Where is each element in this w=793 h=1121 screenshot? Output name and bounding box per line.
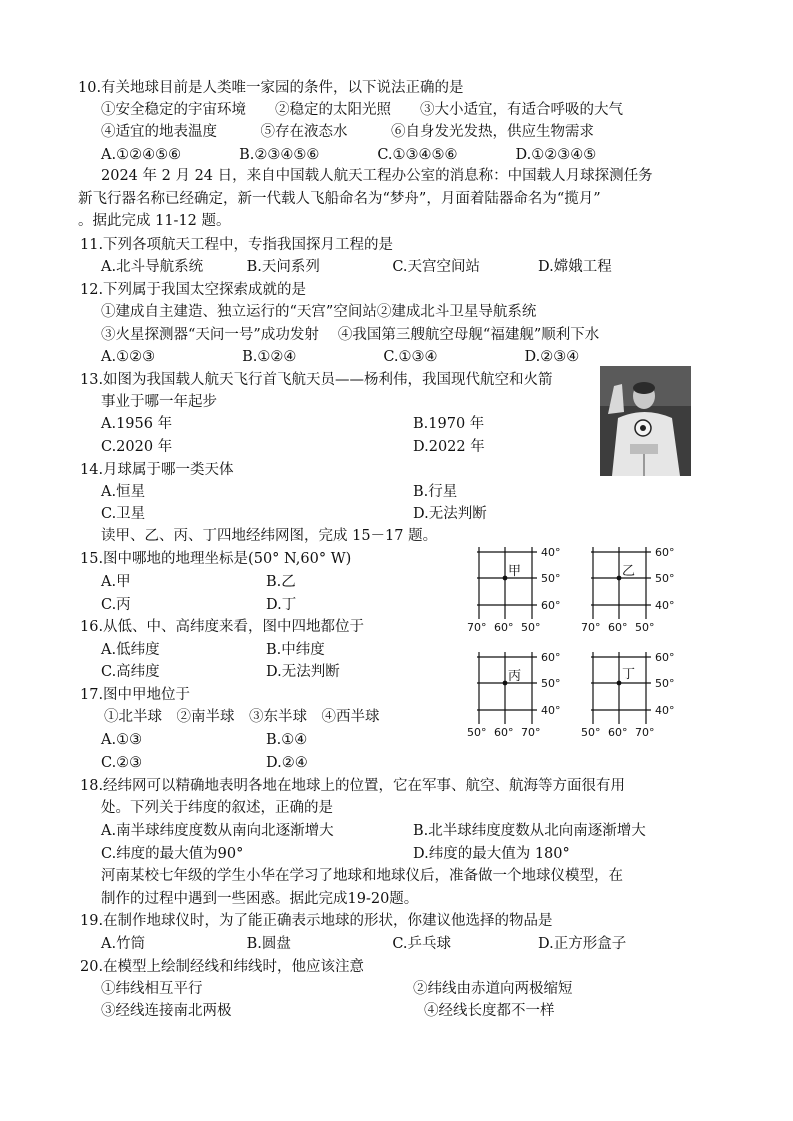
question-15-option-a: A.甲 (101, 574, 131, 590)
grid-yi-lat-3: 40° (655, 599, 675, 612)
passage-19-20-line-1: 河南某校七年级的学生小华在学习了地球和地球仪后，准备做一个地球仪模型，在 (101, 868, 623, 884)
grid-bing-lon-3: 70° (521, 726, 541, 739)
grid-bing-lat-2: 50° (541, 677, 561, 690)
question-10-stem: 10.有关地球目前是人类唯一家园的条件，以下说法正确的是 (78, 80, 464, 96)
question-16-stem: 16.从低、中、高纬度来看，图中四地都位于 (80, 619, 365, 635)
grid-ding-lat-1: 60° (655, 651, 675, 664)
passage-19-20-line-2: 制作的过程中遇到一些困惑。据此完成19-20题。 (101, 891, 419, 907)
question-17-option-d: D.②④ (266, 755, 308, 771)
question-12-statements-2: ③火星探测器“天问一号”成功发射 ④我国第三艘航空母舰“福建舰”顺利下水 (101, 327, 600, 343)
grid-bing-lat-1: 60° (541, 651, 561, 664)
question-15-option-c: C.丙 (101, 597, 131, 613)
grid-yi (580, 543, 690, 636)
question-13-option-a: A.1956 年 (101, 416, 173, 432)
grid-bing-lat-3: 40° (541, 704, 561, 717)
passage-15-17: 读甲、乙、丙、丁四地经纬网图，完成 15－17 题。 (101, 528, 438, 544)
grid-ding-place: 丁 (622, 667, 636, 682)
passage-11-12-line-3: 。据此完成 11-12 题。 (78, 213, 231, 229)
question-12-stem: 12.下列属于我国太空探索成就的是 (80, 282, 307, 298)
question-20-statement-3: ③经线连接南北两极 (101, 1003, 232, 1019)
question-10-statements-1: ①安全稳定的宇宙环境 ②稳定的太阳光照 ③大小适宜，有适合呼吸的大气 (101, 102, 623, 118)
grid-jia-lon-3: 50° (521, 621, 541, 634)
question-20-statement-4: ④经线长度都不一样 (424, 1003, 555, 1019)
question-13-stem-1: 13.如图为我国载人航天飞行首飞航天员——杨利伟，我国现代航空和火箭 (80, 372, 553, 388)
question-17-option-a: A.①③ (101, 732, 143, 748)
question-14-option-d: D.无法判断 (413, 506, 487, 522)
grid-jia (466, 543, 576, 636)
passage-11-12-line-1: 2024 年 2 月 24 日，来自中国载人航天工程办公室的消息称：中国载人月球探测任务 (101, 168, 653, 184)
question-13-stem-2: 事业于哪一年起步 (101, 394, 217, 410)
grid-jia-place: 甲 (508, 564, 522, 579)
question-18-option-a: A.南半球纬度度数从南向北逐渐增大 (101, 823, 334, 839)
grid-bing (466, 648, 576, 741)
question-10-options: A.①②④⑤⑥ B.②③④⑤⑥ C.①③④⑤⑥ D.①②③④⑤ (101, 147, 597, 163)
grid-yi-lat-2: 50° (655, 572, 675, 585)
grid-jia-lat-1: 40° (541, 546, 561, 559)
question-17-option-b: B.①④ (266, 732, 308, 748)
question-16-option-a: A.低纬度 (101, 642, 160, 658)
grid-jia-lat-3: 60° (541, 599, 561, 612)
grid-yi-lon-2: 60° (608, 621, 628, 634)
grid-bing-place: 丙 (508, 669, 522, 684)
grid-bing-lon-1: 50° (467, 726, 487, 739)
question-18-option-c: C.纬度的最大值为90° (101, 846, 244, 862)
grid-jia-lat-2: 50° (541, 572, 561, 585)
grid-bing-lon-2: 60° (494, 726, 514, 739)
question-18-stem-1: 18.经纬网可以精确地表明各地在地球上的位置，它在军事、航空、航海等方面很有用 (80, 778, 626, 794)
question-17-stem: 17.图中甲地位于 (80, 687, 191, 703)
grid-ding (580, 648, 690, 741)
question-16-option-d: D.无法判断 (266, 664, 340, 680)
question-13-option-d: D.2022 年 (413, 439, 485, 455)
question-11-stem: 11.下列各项航天工程中，专指我国探月工程的是 (80, 237, 394, 253)
question-12-options: A.①②③ B.①②④ C.①③④ D.②③④ (101, 349, 580, 365)
grid-yi-place: 乙 (622, 564, 636, 579)
grid-yi-lat-1: 60° (655, 546, 675, 559)
grid-jia-lon-1: 70° (467, 621, 487, 634)
grid-ding-lon-3: 70° (635, 726, 655, 739)
question-16-option-b: B.中纬度 (266, 642, 325, 658)
question-17-statements: ①北半球 ②南半球 ③东半球 ④西半球 (104, 709, 380, 725)
passage-11-12-line-2: 新飞行器名称已经确定，新一代载人飞船命名为“梦舟”，月面着陆器命名为“揽月” (78, 191, 601, 207)
grid-ding-lon-1: 50° (581, 726, 601, 739)
question-18-stem-2: 处。下列关于纬度的叙述，正确的是 (101, 800, 333, 816)
question-19-stem: 19.在制作地球仪时，为了能正确表示地球的形状，你建议他选择的物品是 (80, 913, 553, 929)
question-13-option-c: C.2020 年 (101, 439, 173, 455)
question-16-option-c: C.高纬度 (101, 664, 160, 680)
question-15-option-b: B.乙 (266, 574, 296, 590)
question-10-statements-2: ④适宜的地表温度 ⑤存在液态水 ⑥自身发光发热，供应生物需求 (101, 124, 594, 140)
question-13-option-b: B.1970 年 (413, 416, 485, 432)
question-20-stem: 20.在模型上绘制经线和纬线时，他应该注意 (80, 959, 365, 975)
grid-ding-lon-2: 60° (608, 726, 628, 739)
question-15-stem: 15.图中哪地的地理坐标是(50° N,60° W) (80, 551, 352, 567)
question-14-option-c: C.卫星 (101, 506, 146, 522)
question-14-option-a: A.恒星 (101, 484, 146, 500)
grid-ding-lat-2: 50° (655, 677, 675, 690)
question-11-options: A.北斗导航系统 B.天问系列 C.天宫空间站 D.嫦娥工程 (101, 259, 612, 275)
grid-yi-lon-3: 50° (635, 621, 655, 634)
question-15-option-d: D.丁 (266, 597, 297, 613)
question-18-option-d: D.纬度的最大值为 180° (413, 846, 570, 862)
question-20-statement-2: ②纬线由赤道向两极缩短 (413, 981, 573, 997)
question-18-option-b: B.北半球纬度度数从北向南逐渐增大 (413, 823, 646, 839)
question-17-option-c: C.②③ (101, 755, 143, 771)
question-14-stem: 14.月球属于哪一类天体 (80, 462, 234, 478)
question-20-statement-1: ①纬线相互平行 (101, 981, 203, 997)
grid-ding-lat-3: 40° (655, 704, 675, 717)
astronaut-photo (600, 366, 691, 476)
question-19-options: A.竹筒 B.圆盘 C.乒乓球 D.正方形盒子 (101, 936, 627, 952)
question-14-option-b: B.行星 (413, 484, 458, 500)
grid-yi-lon-1: 70° (581, 621, 601, 634)
question-12-statements-1: ①建成自主建造、独立运行的“天宫”空间站②建成北斗卫星导航系统 (101, 304, 537, 320)
grid-jia-lon-2: 60° (494, 621, 514, 634)
